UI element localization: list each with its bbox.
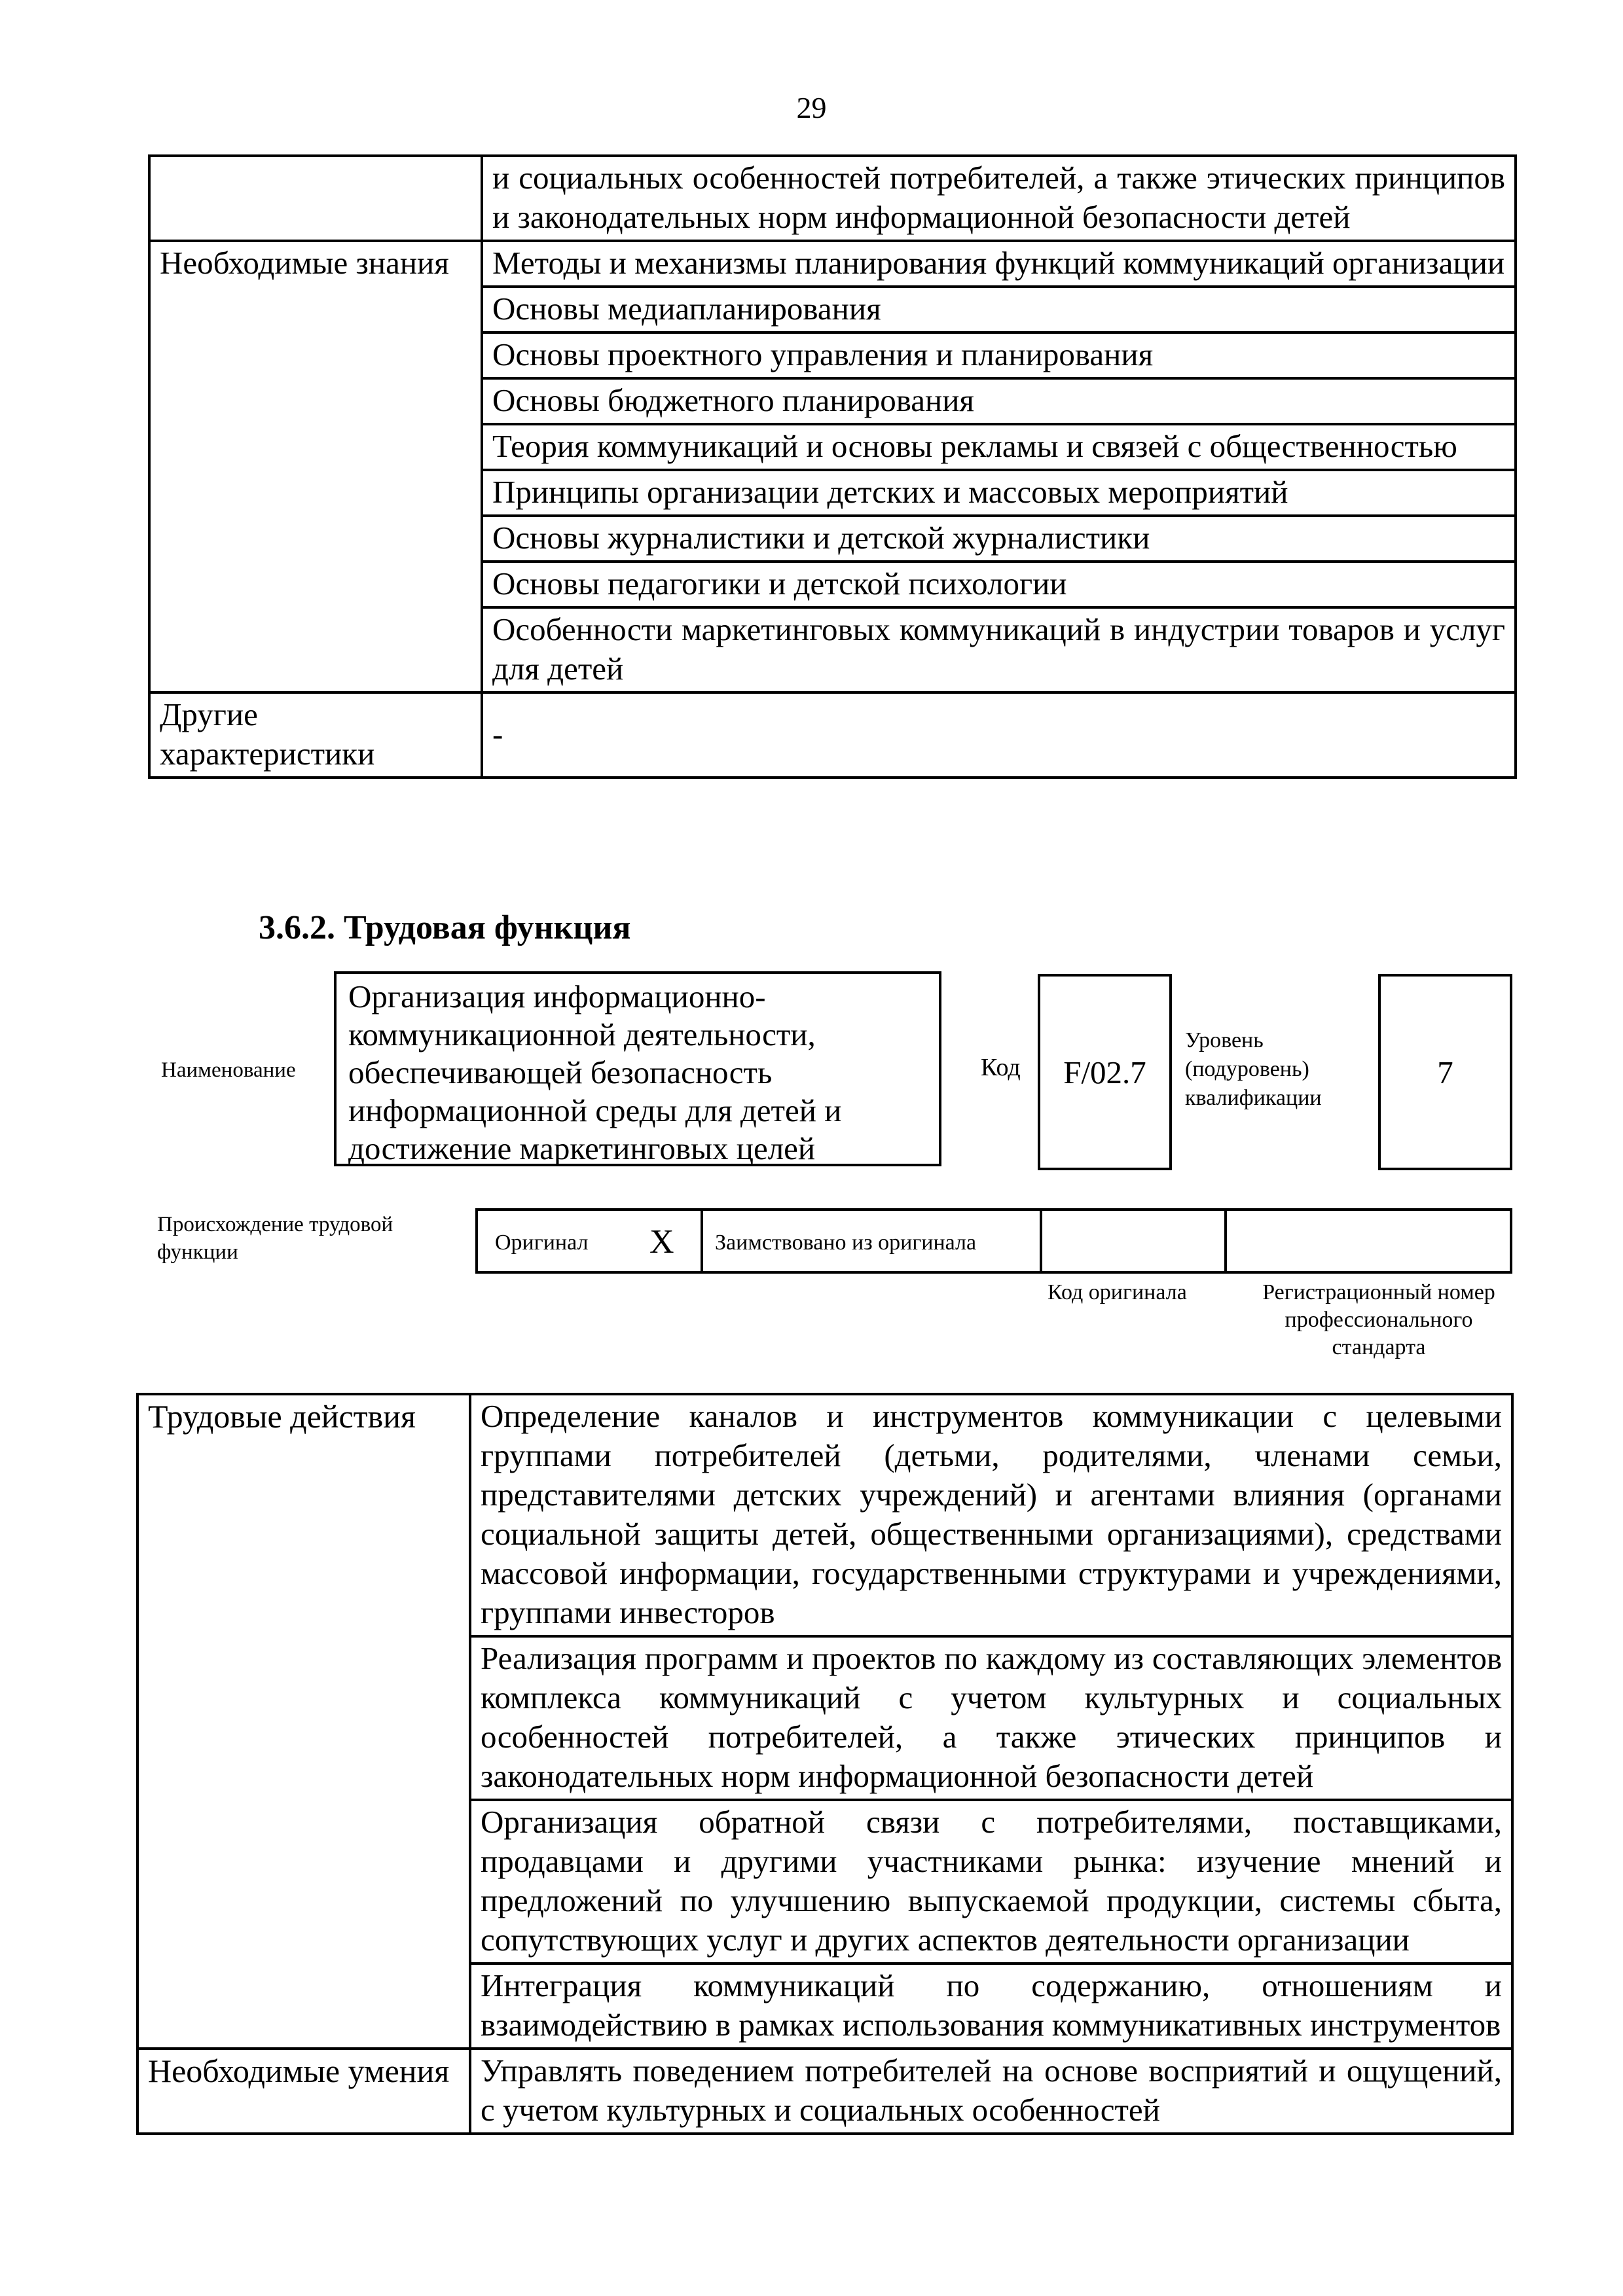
table-cell: Интеграция коммуникаций по содержанию, отношениям и взаимодействию в рамках использования коммуникативных инструментов — [470, 1964, 1512, 2049]
code-original-caption: Код оригинала — [1048, 1280, 1187, 1304]
function-name: Организация информационно-коммуникационной деятельности, обеспечивающей безопасность информационной среды для детей и достижение маркетинговых целей — [348, 978, 842, 1166]
origin-table — [475, 1208, 1512, 1274]
row-label — [149, 156, 482, 241]
table-row — [149, 241, 1516, 287]
divider — [1040, 1211, 1042, 1271]
level-box — [1378, 974, 1512, 1170]
table-cell: Основы медиапланирования — [482, 287, 1516, 332]
level-label: Уровень (подуровень) квалификации — [1185, 1028, 1322, 1110]
table-cell: Реализация программ и проектов по каждому из составляющих элементов комплекса коммуникаций с учетом культурных и социальных особенностей потребителей, а также этических принципов и законодательных норм информационной безопасности детей — [470, 1636, 1512, 1800]
table-cell: Основы журналистики и детской журналистики — [482, 516, 1516, 562]
table-cell: и социальных особенностей потребителей, а также этических принципов и законодательных норм информационной безопасности детей — [482, 156, 1516, 241]
table-cell: - — [482, 692, 1516, 778]
name-label: Наименование — [161, 1058, 296, 1082]
row-label: Другие характеристики — [149, 692, 482, 778]
table-row — [149, 692, 1516, 778]
row-label: Необходимые умения — [137, 2049, 470, 2134]
table-row — [137, 2049, 1512, 2134]
row-label: Необходимые знания — [149, 241, 482, 692]
borrowed-label: Заимствовано из оригинала — [715, 1230, 977, 1255]
knowledge-table — [148, 154, 1517, 779]
level-value: 7 — [1437, 1054, 1453, 1090]
actions-table — [136, 1393, 1514, 2135]
code-label: Код — [981, 1054, 1021, 1081]
original-mark: X — [649, 1223, 674, 1261]
function-name-box — [334, 971, 941, 1166]
table-cell: Основы бюджетного планирования — [482, 378, 1516, 424]
divider — [701, 1211, 703, 1271]
origin-label: Происхождение трудовой функции — [157, 1213, 393, 1264]
code-box — [1038, 974, 1172, 1170]
original-label: Оригинал — [495, 1230, 589, 1255]
table-cell: Особенности маркетинговых коммуникаций в индустрии товаров и услуг для детей — [482, 607, 1516, 692]
table-cell: Организация обратной связи с потребителями, поставщиками, продавцами и другими участниками рынка: изучение мнений и предложений по улучшению выпускаемой продукции, системы сбыта, сопутствующих услуг и других аспектов деятельности организации — [470, 1800, 1512, 1964]
table-cell: Принципы организации детских и массовых мероприятий — [482, 470, 1516, 516]
table-cell: Основы педагогики и детской психологии — [482, 562, 1516, 607]
reg-number-caption: Регистрационный номер профессионального стандарта — [1262, 1280, 1495, 1359]
table-cell: Основы проектного управления и планирования — [482, 332, 1516, 378]
table-cell: Теория коммуникаций и основы рекламы и связей с общественностью — [482, 424, 1516, 470]
table-cell: Методы и механизмы планирования функций коммуникаций организации — [482, 241, 1516, 287]
table-cell: Определение каналов и инструментов коммуникации с целевыми группами потребителей (детьми, родителями, членами семьи, представителями детских учреждений) и агентами влияния (органами социальной защиты детей, общественными организациями), средствами массовой информации, государственными структурами и учреждениями, группами инвесторов — [470, 1394, 1512, 1636]
code-value: F/02.7 — [1063, 1054, 1146, 1090]
divider — [1224, 1211, 1227, 1271]
page-number: 29 — [796, 91, 827, 124]
table-row — [137, 1394, 1512, 1636]
row-label: Трудовые действия — [137, 1394, 470, 2049]
table-row — [149, 156, 1516, 241]
table-cell: Управлять поведением потребителей на основе восприятий и ощущений, с учетом культурных и социальных особенностей — [470, 2049, 1512, 2134]
section-heading: 3.6.2. Трудовая функция — [259, 909, 631, 946]
